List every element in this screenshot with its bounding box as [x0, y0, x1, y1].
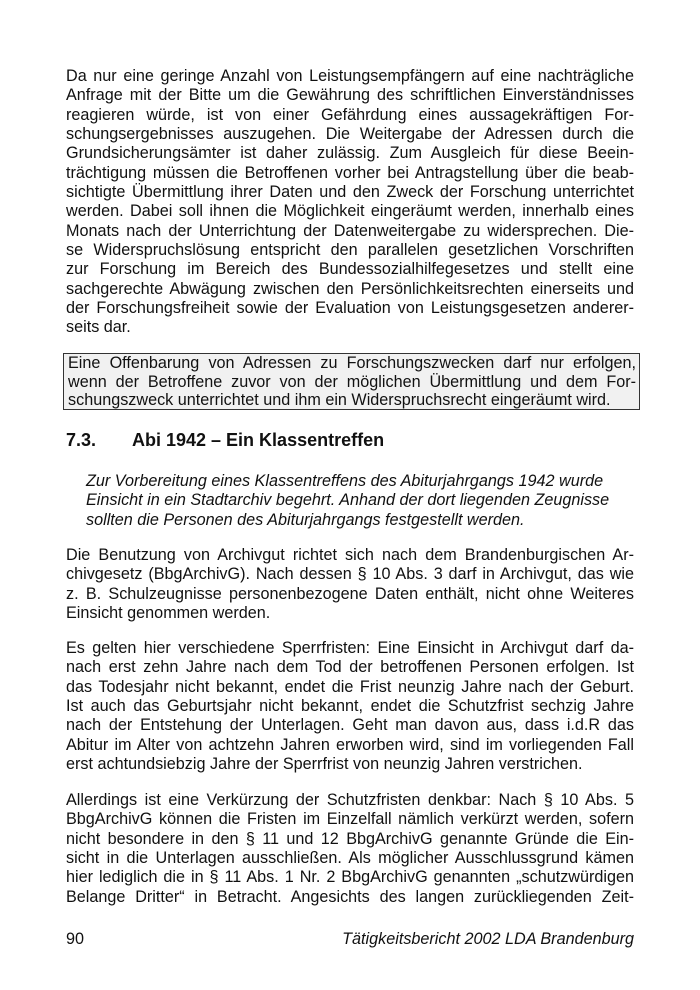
text-line: werden. Dabei soll ihnen die Möglichkeit eingeräumt werden, innerhalb eines [66, 202, 634, 221]
text-line: Einsicht in ein Stadtarchiv begehrt. Anhand der dort liegenden Zeugnisse [86, 491, 610, 510]
text-line: Es gelten hier verschiedene Sperrfristen: Eine Einsicht in Archivgut darf da- [66, 639, 634, 657]
text-line: der Forschungsfreiheit sowie der Evaluation von Leistungsgesetzen anderer- [66, 299, 634, 318]
case-summary [86, 472, 610, 530]
text-line: sicht in die Unterlagen ausschließen. Als möglicher Ausschlussgrund kämen [66, 849, 634, 868]
section-number: 7.3. [66, 430, 97, 450]
page-number: 90 [66, 930, 85, 948]
report-title: Tätigkeitsbericht 2002 LDA Brandenburg [342, 930, 634, 948]
text-line: zur Forschung im Bereich des Bundessozialhilfegesetzes und stellt eine [66, 260, 634, 279]
text-line: Da nur eine geringe Anzahl von Leistungsempfängern auf eine nachträgliche [66, 67, 634, 85]
paragraph-4 [66, 791, 634, 907]
highlight-box [63, 353, 640, 410]
text-line: z. B. Schulzeugnisse personenbezogene Daten enthält, nicht ohne Weiteres [66, 584, 634, 603]
text-line: chivgesetz (BbgArchivG). Nach dessen § 10 Abs. 3 darf in Archivgut, das wie [66, 565, 634, 584]
text-line: wenn der Betroffene zuvor von der möglichen Übermittlung und dem For- [68, 372, 636, 391]
text-line: sichtigte Übermittlung ihrer Daten und den Zweck der Forschung unterrichtet [66, 183, 634, 202]
text-line: Abitur im Alter von achtzehn Jahren erworben wird, sind im vorliegenden Fall [66, 735, 634, 754]
text-line: Allerdings ist eine Verkürzung der Schutzfristen denkbar: Nach § 10 Abs. 5 [66, 791, 634, 809]
paragraph-3 [66, 639, 634, 774]
text-line: se Widerspruchslösung entspricht den parallelen gesetzlichen Vorschriften [66, 241, 634, 260]
text-line: Monats nach der Unterrichtung der Datenweitergabe zu widersprechen. Die- [66, 221, 634, 240]
text-line: Einsicht genommen werden. [66, 604, 271, 623]
text-line: nach der Entstehung der Unterlagen. Geht man davon aus, dass i.d.R das [66, 716, 634, 735]
text-line: nach erst zehn Jahre nach dem Tod der betroffenen Personen erfolgen. Ist [66, 658, 634, 677]
text-line: BbgArchivG können die Fristen im Einzelfall nämlich verkürzt werden, sofern [66, 810, 634, 829]
text-line: Die Benutzung von Archivgut richtet sich nach dem Brandenburgischen Ar- [66, 546, 634, 564]
text-line: trächtigung müssen die Betroffenen vorher bei Antragstellung über die beab- [66, 163, 634, 182]
text-line: reagieren würde, ist von einer Gefährdung eines aussagekräftigen For- [66, 105, 634, 124]
section-heading [66, 429, 384, 451]
text-line: Grundsicherungsämter ist daher zulässig. Zum Ausgleich für diese Beein- [66, 144, 634, 163]
text-line: das Todesjahr nicht bekannt, endet die Frist neunzig Jahre nach der Geburt. [66, 677, 634, 696]
text-line: hier lediglich die in § 11 Abs. 1 Nr. 2 BbgArchivG genannten „schutzwürdigen [66, 868, 634, 887]
text-line: sachgerechte Abwägung zwischen den Persönlichkeitsrechten einerseits und [66, 279, 634, 298]
text-line: sollten die Personen des Abiturjahrgangs festgestellt werden. [86, 510, 525, 529]
text-line: Zur Vorbereitung eines Klassentreffens des Abiturjahrgangs 1942 wurde [86, 472, 604, 490]
text-line: Ist auch das Geburtsjahr nicht bekannt, endet die Schutzfrist sechzig Jahre [66, 697, 634, 716]
paragraph-2 [66, 546, 634, 623]
text-line: schungsergebnisses auszugehen. Die Weitergabe der Adressen durch die [66, 125, 634, 144]
text-line: schungszweck unterrichtet und ihm ein Widerspruchsrecht eingeräumt wird. [68, 391, 611, 409]
text-line: Belange Dritter“ in Betracht. Angesichts des langen zurückliegenden Zeit- [66, 887, 634, 906]
paragraph-1 [66, 67, 634, 338]
section-title: Abi 1942 – Ein Klassentreffen [132, 430, 385, 450]
text-line: erst achtundsiebzig Jahre der Sperrfrist von neunzig Jahren verstrichen. [66, 755, 583, 774]
text-line: Eine Offenbarung von Adressen zu Forschungszwecken darf nur erfolgen, [68, 354, 636, 372]
text-line: nicht besondere in den § 11 und 12 BbgArchivG genannte Gründe die Ein- [66, 829, 634, 848]
text-line: seits dar. [66, 318, 131, 337]
text-line: Anfrage mit der Bitte um die Gewährung des schriftlichen Einverständnisses [66, 86, 634, 105]
